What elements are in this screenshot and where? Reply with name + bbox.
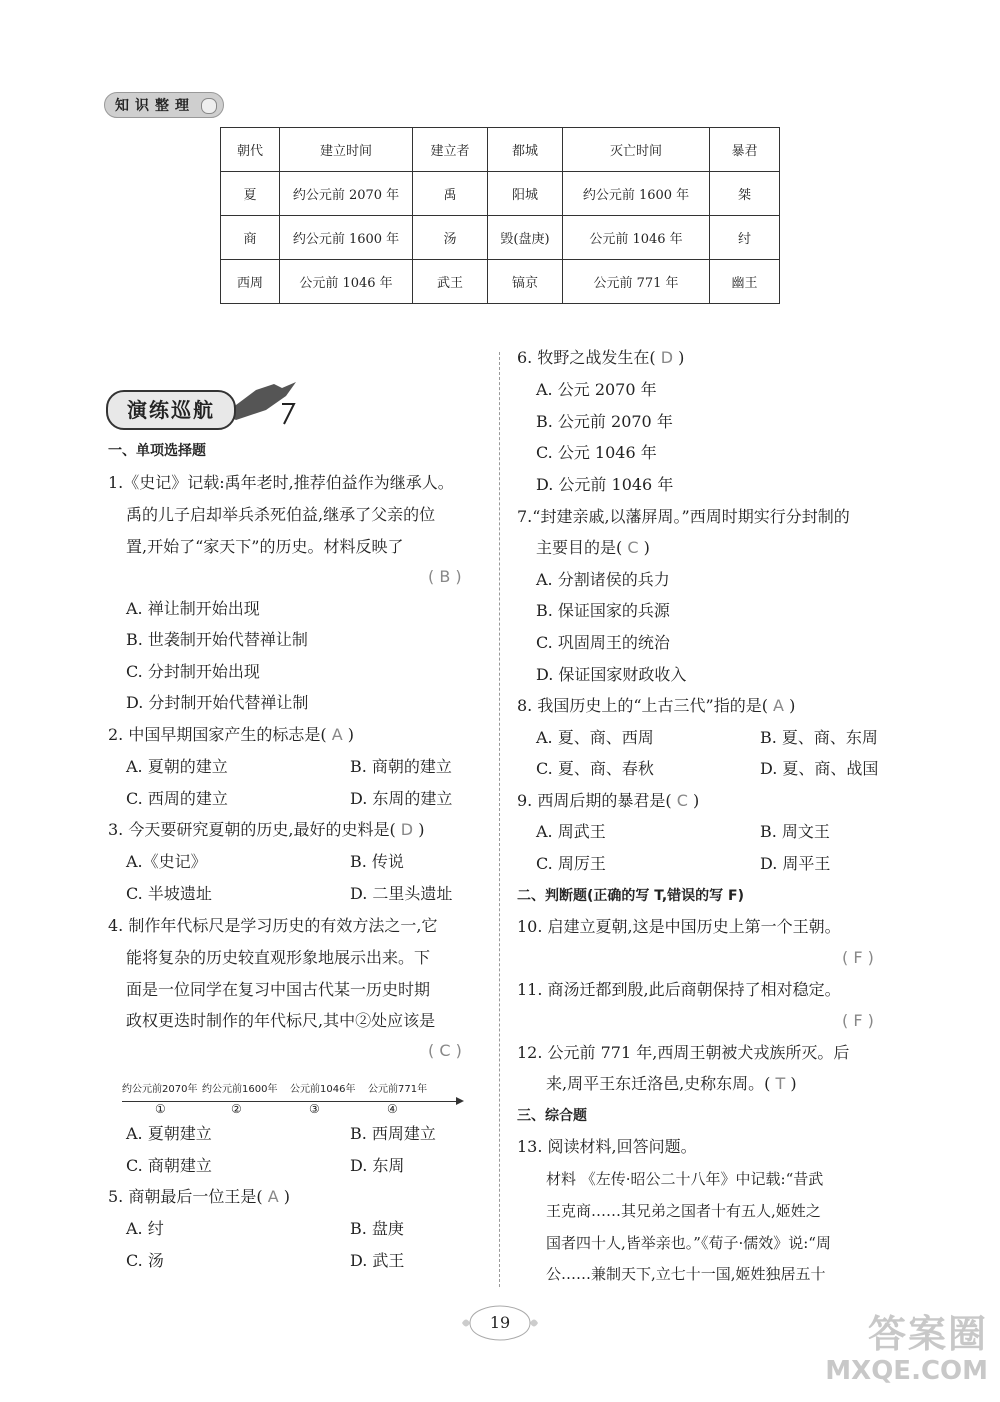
q13-material-line: 王克商……其兄弟之国者十有五人,姬姓之: [546, 1202, 821, 1220]
table-header: 朝代: [221, 128, 280, 172]
q12-stem-text: 来,周平王东迁洛邑,史称东周。(: [546, 1074, 771, 1093]
q9-stem: [517, 790, 699, 812]
q4-stem-line: 政权更迭时制作的年代标尺,其中②处应该是: [126, 1011, 436, 1030]
q3-stem-text: 3. 今天要研究夏朝的历史,最好的史料是(: [108, 820, 396, 839]
q5-option-d: D. 武王: [350, 1251, 405, 1270]
table-header: 建立时间: [280, 128, 413, 172]
q1-stem-line: 禹的儿子启却举兵杀死伯益,继承了父亲的位: [126, 505, 436, 524]
q2-stem: [108, 724, 354, 746]
q9-option-b: B. 周文王: [760, 822, 830, 841]
table-cell: 毁(盘庚): [488, 216, 563, 260]
table-cell: 阳城: [488, 172, 563, 216]
q5-option-a: A. 纣: [126, 1219, 164, 1238]
q4-stem-line: 4. 制作年代标尺是学习历史的有效方法之一,它: [108, 916, 438, 935]
q4-stem-line: 面是一位同学在复习中国古代某一历史时期: [126, 980, 431, 999]
q5-stem-text: 5. 商朝最后一位王是(: [108, 1187, 263, 1206]
q6-stem-text: 6. 牧野之战发生在(: [517, 348, 656, 367]
table-cell: 公元前 1046 年: [280, 260, 413, 304]
q4-option-d: D. 东周: [350, 1156, 405, 1175]
q5-stem: [108, 1186, 290, 1208]
q1-option-d: D. 分封制开始代替禅让制: [126, 693, 309, 712]
q5-option-c: C. 汤: [126, 1251, 164, 1270]
q3-stem: [108, 819, 424, 841]
q2-option-c: C. 西周的建立: [126, 789, 228, 808]
q1-stem-line: 置,开始了“家天下”的历史。材料反映了: [126, 537, 404, 556]
q6-option-d: D. 公元前 1046 年: [536, 475, 674, 494]
timeline-mark: ③: [309, 1102, 320, 1116]
table-cell: 桀: [710, 172, 780, 216]
dynasty-table: [220, 127, 780, 304]
section-heading-true-false: 二、判断题(正确的写 T,错误的写 F): [517, 888, 744, 904]
table-cell: 禹: [413, 172, 488, 216]
table-header: 都城: [488, 128, 563, 172]
timeline: [122, 1080, 467, 1120]
table-header-row: [221, 128, 780, 172]
q8-paren: ): [789, 696, 796, 715]
table-header: 灭亡时间: [563, 128, 710, 172]
q2-answer: A: [326, 725, 348, 744]
q13-material-line: 国者四十人,皆举亲也。”《荀子·儒效》说:“周: [546, 1234, 831, 1252]
q1-answer: ( B ): [428, 567, 462, 586]
column-divider: [499, 352, 500, 1287]
timeline-label: 公元前771年: [368, 1084, 428, 1095]
table-cell: 公元前 1046 年: [563, 216, 710, 260]
q11-stem: 11. 商汤迁都到殷,此后商朝保持了相对稳定。: [517, 980, 841, 999]
q7-paren: ): [643, 538, 650, 557]
q3-option-a: A.《史记》: [126, 852, 207, 871]
q8-stem-text: 8. 我国历史上的“上古三代”指的是(: [517, 696, 768, 715]
q7-option-a: A. 分割诸侯的兵力: [536, 570, 670, 589]
q6-stem: [517, 347, 684, 369]
table-cell: 纣: [710, 216, 780, 260]
timeline-label: 约公元前1600年: [202, 1084, 278, 1095]
table-cell: 镐京: [488, 260, 563, 304]
page-number-text: 19: [489, 1313, 511, 1332]
q1-option-a: A. 禅让制开始出现: [126, 599, 260, 618]
q2-option-a: A. 夏朝的建立: [126, 757, 228, 776]
q4-option-b: B. 西周建立: [350, 1124, 436, 1143]
q10-answer: ( F ): [842, 948, 874, 967]
q7-stem-line: [536, 537, 650, 559]
q5-option-b: B. 盘庚: [350, 1219, 404, 1238]
q13-material-line: 公……兼制天下,立七十一国,姬姓独居五十: [546, 1265, 826, 1283]
q8-option-a: A. 夏、商、西周: [536, 728, 654, 747]
arrow-right-icon: [456, 1097, 464, 1105]
q9-option-d: D. 周平王: [760, 854, 831, 873]
q5-paren: ): [283, 1187, 290, 1206]
q10-stem: 10. 启建立夏朝,这是中国历史上第一个王朝。: [517, 917, 841, 936]
q6-option-b: B. 公元前 2070 年: [536, 412, 673, 431]
timeline-label: 约公元前2070年: [122, 1084, 198, 1095]
q9-paren: ): [692, 791, 700, 810]
table-header: 建立者: [413, 128, 488, 172]
q6-option-c: C. 公元 1046 年: [536, 443, 657, 462]
table-cell: 商: [221, 216, 280, 260]
table-row: [221, 260, 780, 304]
q9-stem-text: 9. 西周后期的暴君是(: [517, 791, 672, 810]
q8-answer: A: [767, 696, 790, 715]
table-row: [221, 216, 780, 260]
table-row: [221, 172, 780, 216]
q4-stem-line: 能将复杂的历史较直观形象地展示出来。下: [126, 948, 431, 967]
q8-option-c: C. 夏、商、春秋: [536, 759, 654, 778]
watermark-url: MXQE.COM: [825, 1356, 988, 1386]
section-heading-comprehensive: 三、综合题: [517, 1108, 587, 1124]
watermark: [748, 1312, 988, 1392]
table-cell: 汤: [413, 216, 488, 260]
q7-option-b: B. 保证国家的兵源: [536, 601, 670, 620]
q11-answer: ( F ): [842, 1011, 874, 1030]
table-cell: 约公元前 1600 年: [280, 216, 413, 260]
q7-stem-text: 主要目的是(: [536, 538, 623, 557]
q7-option-d: D. 保证国家财政收入: [536, 665, 687, 684]
q4-answer: ( C ): [428, 1041, 462, 1060]
q2-stem-text: 2. 中国早期国家产生的标志是(: [108, 725, 327, 744]
circle-icon: [201, 98, 217, 114]
timeline-mark: ②: [231, 1102, 242, 1116]
q9-option-a: A. 周武王: [536, 822, 606, 841]
section-heading-single-choice: 一、单项选择题: [108, 443, 206, 459]
q4-option-c: C. 商朝建立: [126, 1156, 212, 1175]
watermark-logo: 答案圈: [867, 1312, 988, 1356]
q12-stem-line: [546, 1073, 797, 1095]
q13-material-line: 材料 《左传·昭公二十八年》中记载:“昔武: [546, 1170, 824, 1188]
timeline-mark: ①: [155, 1102, 166, 1116]
q2-option-b: B. 商朝的建立: [350, 757, 452, 776]
section-badge-label: 知识整理: [115, 98, 195, 114]
q2-option-d: D. 东周的建立: [350, 789, 453, 808]
section-badge-knowledge: [104, 92, 224, 118]
q6-answer: D: [655, 348, 679, 367]
q1-option-c: C. 分封制开始出现: [126, 662, 260, 681]
q5-answer: A: [262, 1187, 284, 1206]
timeline-label: 公元前1046年: [290, 1084, 356, 1095]
table-header: 暴君: [710, 128, 780, 172]
q12-paren: ): [790, 1074, 797, 1093]
q4-option-a: A. 夏朝建立: [126, 1124, 212, 1143]
q2-paren: ): [347, 725, 354, 744]
q7-answer: C: [622, 538, 644, 557]
table-cell: 武王: [413, 260, 488, 304]
table-cell: 西周: [221, 260, 280, 304]
q1-stem-line: 1.《史记》记载:禹年老时,推荐伯益作为继承人。: [108, 473, 454, 492]
table-cell: 公元前 771 年: [563, 260, 710, 304]
table-cell: 幽王: [710, 260, 780, 304]
table-cell: 约公元前 1600 年: [563, 172, 710, 216]
q3-answer: D: [395, 820, 419, 839]
table-cell: 夏: [221, 172, 280, 216]
q9-option-c: C. 周厉王: [536, 854, 606, 873]
q12-stem-line: 12. 公元前 771 年,西周王朝被犬戎族所灭。后: [517, 1043, 850, 1062]
q3-option-d: D. 二里头遗址: [350, 884, 453, 903]
q3-option-b: B. 传说: [350, 852, 404, 871]
q6-option-a: A. 公元 2070 年: [536, 380, 657, 399]
practice-banner: [106, 380, 302, 438]
q8-option-d: D. 夏、商、战国: [760, 759, 879, 778]
banner-title: 演练巡航: [106, 390, 236, 430]
page-number: [460, 1300, 540, 1346]
q7-stem-line: 7.“封建亲戚,以藩屏周。”西周时期实行分封制的: [517, 507, 850, 526]
table-cell: 约公元前 2070 年: [280, 172, 413, 216]
q12-answer: T: [770, 1074, 791, 1093]
q3-option-c: C. 半坡遗址: [126, 884, 212, 903]
q8-option-b: B. 夏、商、东周: [760, 728, 878, 747]
q6-paren: ): [678, 348, 685, 367]
q7-option-c: C. 巩固周王的统治: [536, 633, 670, 652]
q13-stem: 13. 阅读材料,回答问题。: [517, 1137, 697, 1156]
q3-paren: ): [418, 820, 425, 839]
q1-option-b: B. 世袭制开始代替禅让制: [126, 630, 308, 649]
q8-stem: [517, 695, 795, 717]
q9-answer: C: [671, 791, 693, 810]
timeline-mark: ④: [387, 1102, 398, 1116]
timeline-axis: [122, 1101, 462, 1102]
